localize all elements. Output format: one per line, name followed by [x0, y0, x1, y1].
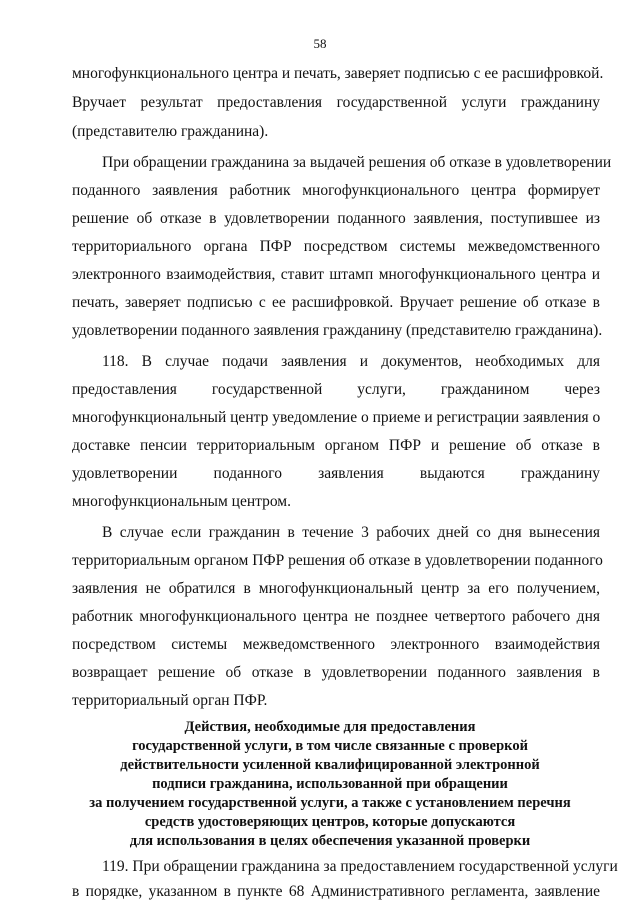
text-line: многофункциональным центром.	[72, 493, 291, 510]
text-line: В случае если гражданин в течение 3 рабочих дней со дня вынесения	[102, 524, 600, 541]
heading-line: за получением государственной услуги, а также с установлением перечня	[89, 795, 571, 811]
text-line: 119. При обращении гражданина за предоставлением государственной услуги	[102, 858, 618, 875]
page-number: 58	[313, 36, 327, 51]
text-line: посредством системы межведомственного электронного взаимодействия	[72, 636, 600, 653]
heading-line: государственной услуги, в том числе связанные с проверкой	[132, 738, 528, 754]
text-line: возвращает решение об отказе в удовлетворении поданного заявления в	[72, 664, 600, 681]
text-line: территориального органа ПФР посредством системы межведомственного	[72, 238, 600, 255]
text-line: При обращении гражданина за выдачей решения об отказе в удовлетворении	[102, 154, 612, 171]
text-line: удовлетворении поданного заявления гражданину (представителю гражданина).	[72, 322, 603, 339]
text-line: печать, заверяет подписью с ее расшифровкой. Вручает решение об отказе в	[72, 294, 600, 311]
heading-line: действительности усиленной квалифицированной электронной	[120, 757, 540, 773]
heading-line: Действия, необходимые для предоставления	[184, 719, 476, 735]
text-line: доставке пенсии территориальным органом ПФР и решение об отказе в	[72, 437, 600, 454]
text-line: заявления не обратился в многофункциональный центр за его получением,	[72, 580, 600, 597]
text-line: Вручает результат предоставления государственной услуги гражданину	[72, 94, 600, 111]
text-line: электронного взаимодействия, ставит штамп многофункционального центра и	[72, 266, 600, 283]
text-line: (представителю гражданина).	[72, 123, 269, 140]
heading-line: для использования в целях обеспечения указанной проверки	[129, 833, 531, 849]
text-line: территориальным органом ПФР решения об отказе в удовлетворении поданного	[72, 552, 603, 569]
text-line: 118. В случае подачи заявления и документов, необходимых для	[102, 353, 600, 370]
text-line: многофункциональный центр уведомление о приеме и регистрации заявления о	[72, 409, 601, 426]
text-line: в порядке, указанном в пункте 68 Административного регламента, заявление	[72, 883, 600, 900]
text-line: многофункционального центра и печать, заверяет подписью с ее расшифровкой.	[72, 65, 604, 82]
text-line: удовлетворении поданного заявления выдаются гражданину	[72, 465, 600, 482]
text-line: территориальный орган ПФР.	[72, 692, 268, 709]
text-line: предоставления государственной услуги, гражданином через	[72, 381, 600, 398]
text-line: работник многофункционального центра не позднее четвертого рабочего дня	[72, 608, 600, 625]
text-line: решение об отказе в удовлетворении поданного заявления, поступившее из	[72, 210, 600, 227]
heading-line: средств удостоверяющих центров, которые допускаются	[144, 814, 516, 830]
text-line: поданного заявления работник многофункционального центра формирует	[72, 182, 600, 199]
heading-line: подписи гражданина, использованной при обращении	[152, 776, 508, 792]
